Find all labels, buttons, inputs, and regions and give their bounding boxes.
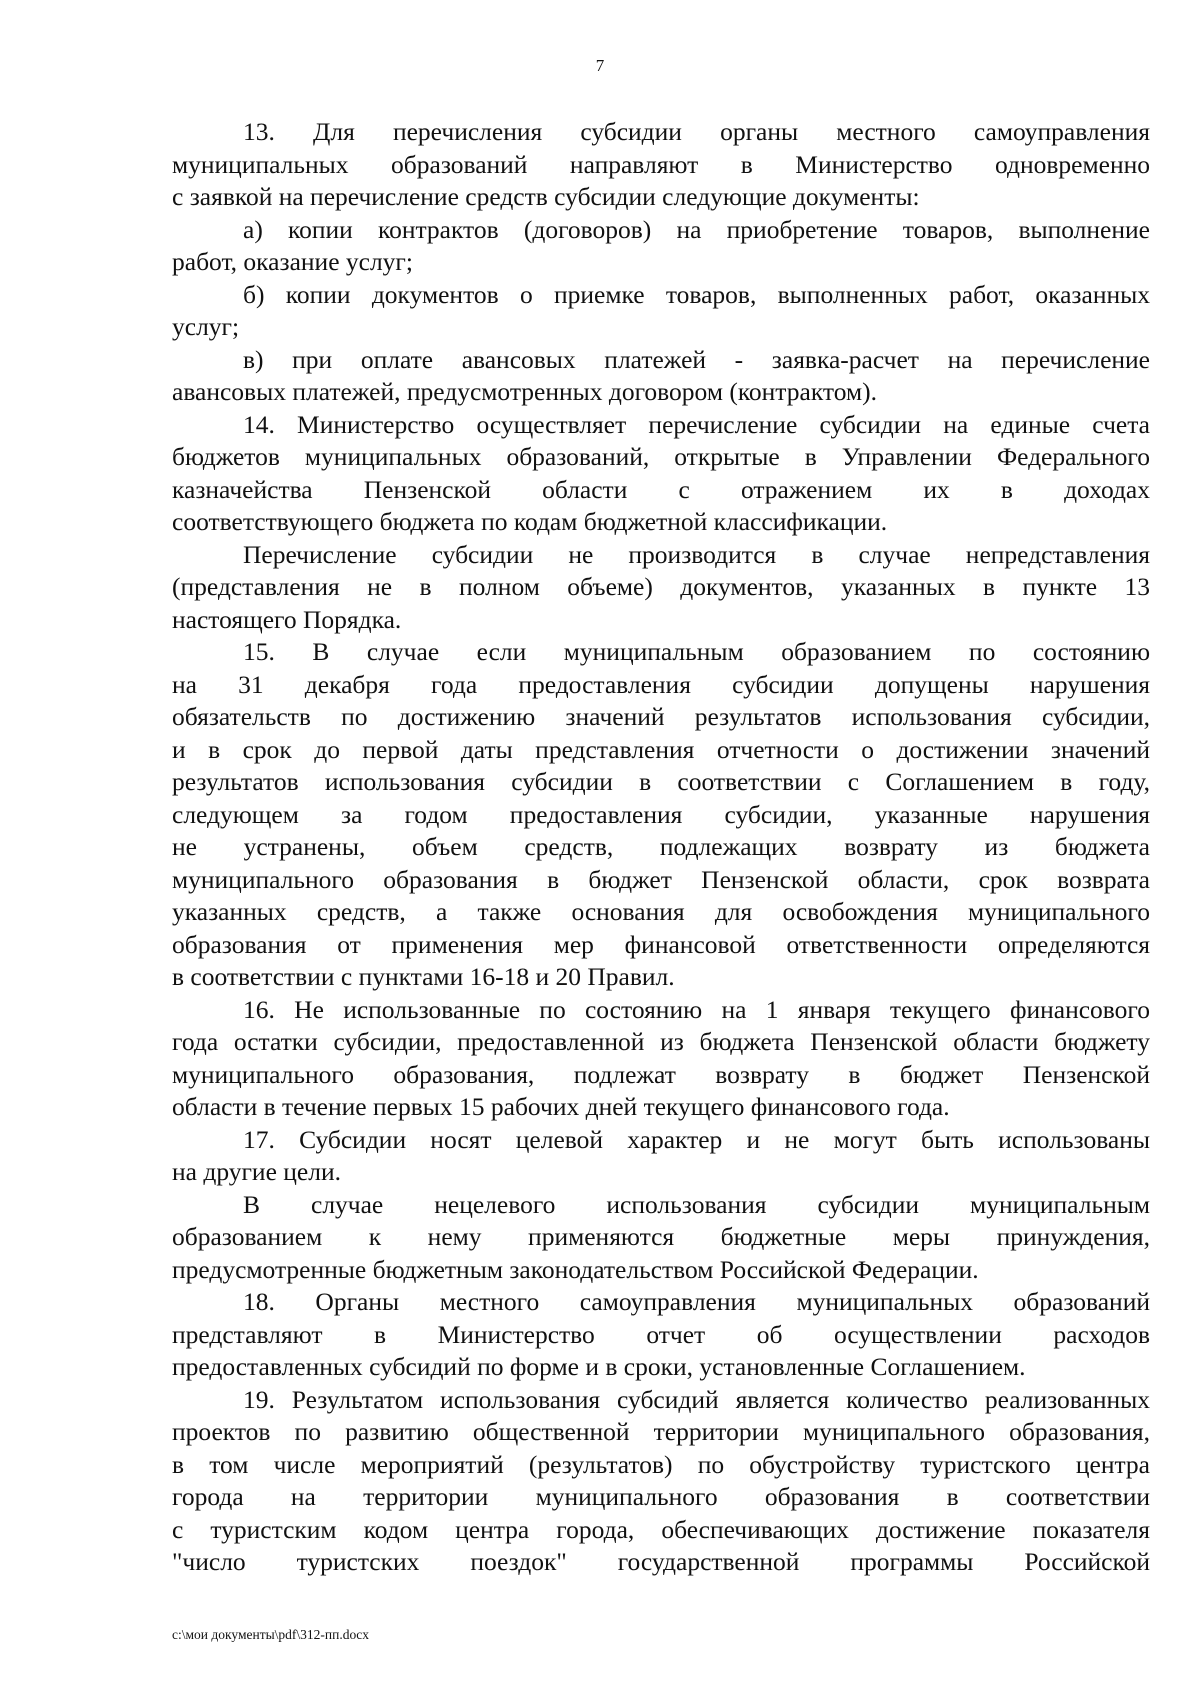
text-line: услуг; <box>172 312 240 341</box>
text-line: в соответствии с пунктами 16-18 и 20 Правил. <box>172 962 675 991</box>
text-line: В случае нецелевого использования субсидии муниципальным <box>243 1189 1150 1219</box>
text-line: с туристским кодом центра города, обеспечивающих достижение показателя <box>172 1514 1150 1544</box>
text-line: в том числе мероприятий (результатов) по обустройству туристского центра <box>172 1449 1150 1479</box>
text-line: 17. Субсидии носят целевой характер и не могут быть использованы <box>243 1124 1150 1154</box>
text-line: на 31 декабря года предоставления субсидии допущены нарушения <box>172 669 1150 699</box>
text-line: предоставленных субсидий по форме и в сроки, установленные Соглашением. <box>172 1352 1026 1381</box>
text-line: настоящего Порядка. <box>172 604 402 634</box>
text-line: (представления не в полном объеме) документов, указанных в пункте 13 <box>172 572 1150 601</box>
text-line: муниципального образования в бюджет Пензенской области, срок возврата <box>172 864 1150 894</box>
text-line: проектов по развитию общественной территории муниципального образования, <box>172 1417 1150 1446</box>
text-line: предусмотренные бюджетным законодательством Российской Федерации. <box>172 1254 979 1284</box>
text-line: на другие цели. <box>172 1157 341 1186</box>
page-number: 7 <box>595 56 605 75</box>
text-line: следующем за годом предоставления субсидии, указанные нарушения <box>172 799 1150 829</box>
text-line: указанных средств, а также основания для освобождения муниципального <box>172 897 1150 926</box>
text-line: 14. Министерство осуществляет перечисление субсидии на единые счета <box>243 409 1150 439</box>
text-line: обязательств по достижению значений результатов использования субсидии, <box>172 702 1150 731</box>
text-line: представляют в Министерство отчет об осуществлении расходов <box>172 1319 1150 1349</box>
text-line: казначейства Пензенской области с отражением их в доходах <box>172 474 1150 504</box>
text-line: 15. В случае если муниципальным образованием по состоянию <box>243 637 1150 666</box>
text-line: б) копии документов о приемке товаров, выполненных работ, оказанных <box>243 279 1150 309</box>
text-line: работ, оказание услуг; <box>172 247 413 276</box>
text-line: муниципального образования, подлежат возврату в бюджет Пензенской <box>172 1059 1150 1089</box>
text-line: образованием к нему применяются бюджетные меры принуждения, <box>172 1222 1150 1251</box>
text-line: и в срок до первой даты представления отчетности о достижении значений <box>172 734 1150 764</box>
text-line: авансовых платежей, предусмотренных договором (контрактом). <box>172 377 877 406</box>
text-line: Перечисление субсидии не производится в случае непредставления <box>243 539 1150 569</box>
footer-file-path: c:\мои документы\pdf\312-пп.docx <box>172 1627 369 1642</box>
text-line: 13. Для перечисления субсидии органы местного самоуправления <box>243 117 1150 146</box>
text-line: года остатки субсидии, предоставленной из бюджета Пензенской области бюджету <box>172 1027 1150 1056</box>
text-line: а) копии контрактов (договоров) на приобретение товаров, выполнение <box>243 214 1150 244</box>
document-body <box>172 116 1150 1579</box>
text-line: не устранены, объем средств, подлежащих возврату из бюджета <box>172 832 1150 861</box>
text-line: образования от применения мер финансовой ответственности определяются <box>172 929 1150 959</box>
text-line: муниципальных образований направляют в Министерство одновременно <box>172 149 1150 179</box>
text-line: с заявкой на перечисление средств субсидии следующие документы: <box>172 182 920 211</box>
text-line: 19. Результатом использования субсидий является количество реализованных <box>243 1384 1150 1414</box>
text-line: города на территории муниципального образования в соответствии <box>172 1482 1150 1511</box>
text-line: "число туристских поездок" государственной программы Российской <box>172 1547 1150 1576</box>
text-line: 18. Органы местного самоуправления муниципальных образований <box>243 1287 1150 1316</box>
text-line: результатов использования субсидии в соответствии с Соглашением в году, <box>172 767 1150 796</box>
text-line: области в течение первых 15 рабочих дней текущего финансового года. <box>172 1092 950 1121</box>
text-line: 16. Не использованные по состоянию на 1 января текущего финансового <box>243 994 1150 1024</box>
text-line: в) при оплате авансовых платежей - заявка-расчет на перечисление <box>243 344 1150 374</box>
text-line: бюджетов муниципальных образований, открытые в Управлении Федерального <box>172 442 1150 471</box>
text-line: соответствующего бюджета по кодам бюджетной классификации. <box>172 507 888 536</box>
